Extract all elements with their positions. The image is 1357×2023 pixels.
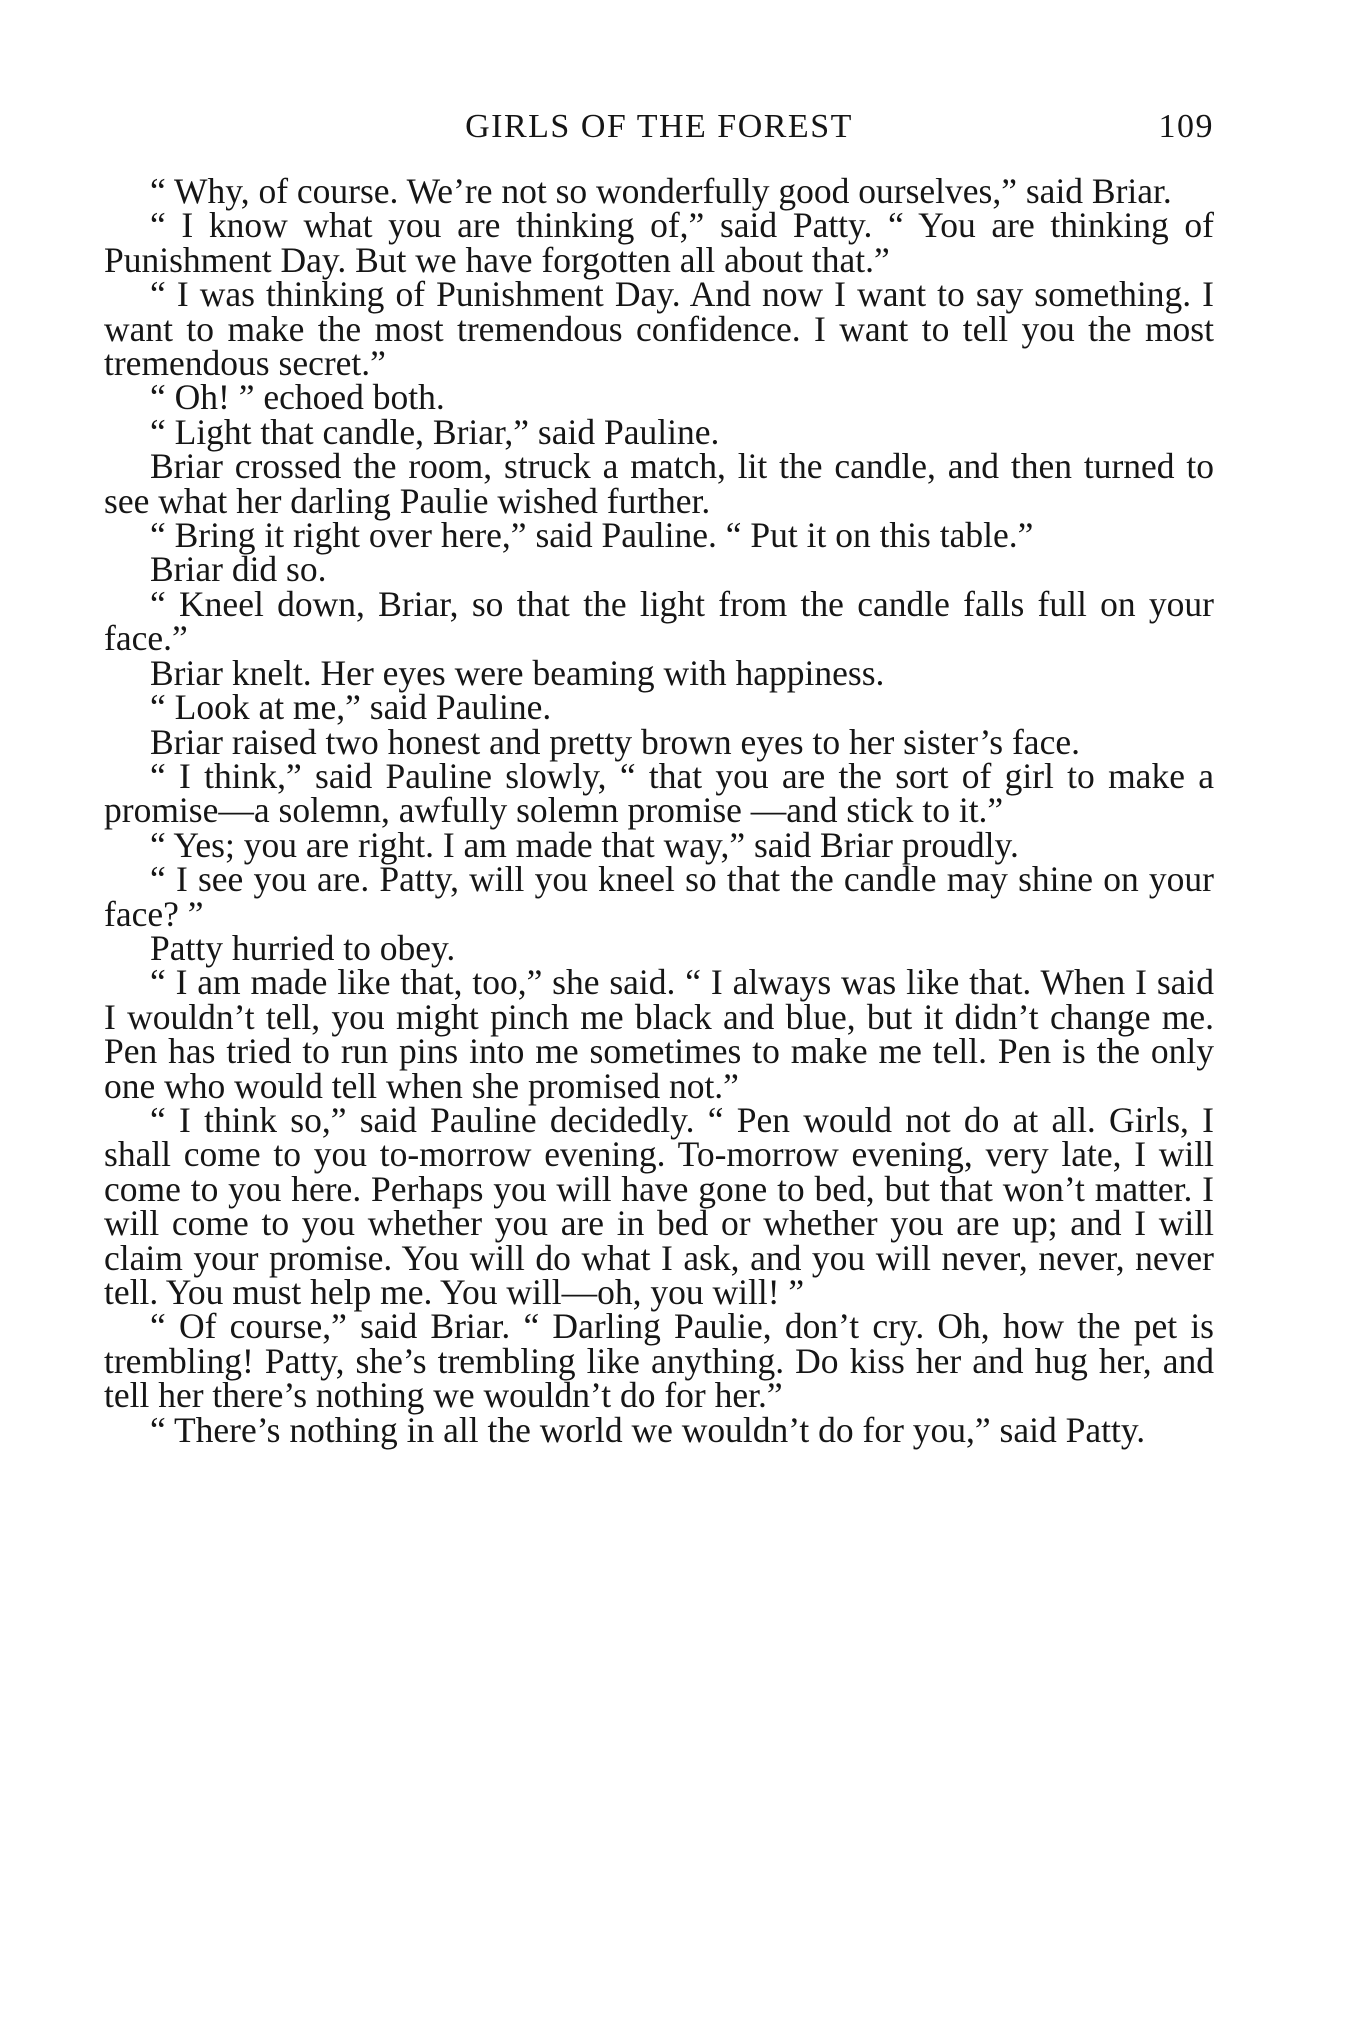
paragraph: “ I think so,” said Pauline decidedly. “ Pen would not do at all. Girls, I shall come to you to-morrow evening. To-morrow evening, very late, I will come to you here. Perhaps you will have gone to bed, but that won’t matter. I will come to you whether you are in bed or whether you are up; and I will claim your promise. You will do what I ask, and you will never, never, never tell. You must help me. You will—oh, you will! ” — [104, 1099, 1214, 1312]
paragraph: “ Kneel down, Briar, so that the light from the candle falls full on your face.” — [104, 583, 1214, 659]
paragraph: “ Look at me,” said Pauline. — [150, 687, 552, 728]
paragraph: Briar raised two honest and pretty brown eyes to her sister’s face. — [150, 721, 1080, 762]
paragraph: “ Bring it right over here,” said Pauline. “ Put it on this table.” — [150, 515, 1034, 556]
paragraph: “ Yes; you are right. I am made that way,” said Briar proudly. — [150, 824, 1019, 865]
paragraph: “ Why, of course. We’re not so wonderfully good ourselves,” said Briar. — [150, 171, 1172, 211]
paragraph: Patty hurried to obey. — [150, 927, 456, 968]
paragraph: “ I see you are. Patty, will you kneel so that the candle may shine on your face? ” — [104, 859, 1214, 934]
body-text — [104, 171, 1214, 1450]
paragraph: “ Light that candle, Briar,” said Pauline. — [150, 411, 720, 452]
paragraph: Briar crossed the room, struck a match, lit the candle, and then turned to see what her darling Paulie wished further. — [104, 446, 1214, 521]
paragraph: “ I was thinking of Punishment Day. And now I want to say something. I want to make the most tremendous confidence. I want to tell you the most tremendous secret.” — [104, 274, 1214, 384]
paragraph: “ I am made like that, too,” she said. “ I always was like that. When I said I wouldn’t tell, you might pinch me black and blue, but it didn’t change me. Pen has tried to run pins into me sometimes to make me tell. Pen is the only one who would tell when she promised not.” — [104, 962, 1214, 1106]
paragraph: Briar knelt. Her eyes were beaming with happiness. — [150, 652, 885, 693]
paragraph: Briar did so. — [150, 549, 327, 590]
running-title: GIRLS OF THE FOREST — [465, 108, 853, 145]
page-header — [104, 108, 1214, 156]
paragraph: “ Of course,” said Briar. “ Darling Paulie, don’t cry. Oh, how the pet is trembling! Patty, she’s trembling like anything. Do kiss her and hug her, and tell her there’s nothing we wouldn’t do for her.” — [104, 1306, 1214, 1416]
paragraph: “ I know what you are thinking of,” said Patty. “ You are thinking of Punishment Day. But we have forgotten all about that.” — [104, 205, 1214, 280]
paragraph: “ There’s nothing in all the world we wouldn’t do for you,” said Patty. — [150, 1409, 1146, 1450]
paragraph: “ Oh! ” echoed both. — [150, 377, 445, 418]
page-number: 109 — [1158, 108, 1214, 145]
paragraph: “ I think,” said Pauline slowly, “ that you are the sort of girl to make a promise—a solemn, awfully solemn promise —and stick to it.” — [104, 755, 1214, 831]
